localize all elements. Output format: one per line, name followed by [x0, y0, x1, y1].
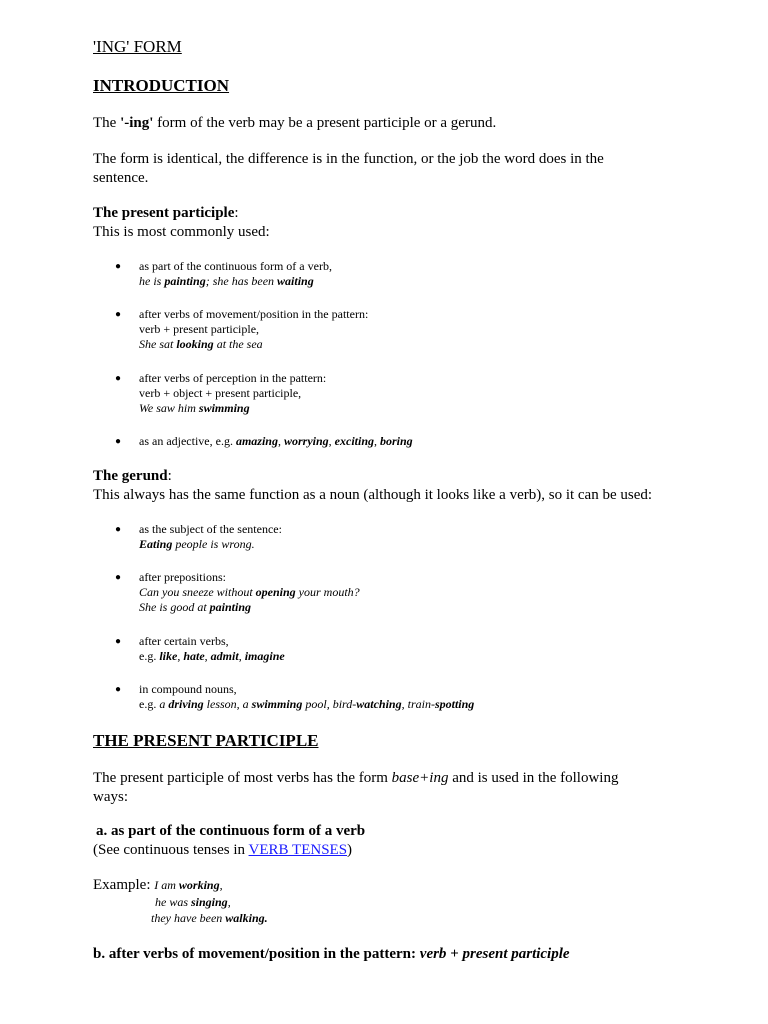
- example-text: Can you sneeze without: [139, 585, 256, 599]
- list-item-text: in compound nouns,: [139, 682, 237, 696]
- base-ing-term: base+ing: [391, 770, 449, 786]
- example-word: swimming: [198, 401, 250, 415]
- gerund-lead: This always has the same function as a noun (although it looks like a verb), so it can be used:: [93, 486, 653, 503]
- list-item-text: e.g.: [139, 697, 160, 711]
- see-also-line: [93, 841, 352, 860]
- subsection-a: [96, 822, 365, 841]
- example-word: admit: [210, 649, 239, 663]
- example-text: We saw him: [139, 401, 199, 415]
- list-item: [139, 570, 360, 615]
- example-word: imagine: [244, 649, 285, 663]
- example-text: ; she has been: [205, 274, 278, 288]
- list-item-text: verb + object + present participle,: [139, 386, 302, 400]
- example-word: opening: [255, 585, 296, 599]
- list-item-text: as the subject of the sentence:: [139, 522, 282, 536]
- see-also-text: ): [347, 842, 353, 858]
- example-word: looking: [176, 337, 214, 351]
- subsection-b-pattern: verb + present participle: [419, 946, 570, 962]
- present-participle-heading: THE PRESENT PARTICIPLE: [93, 731, 319, 750]
- example-line: [155, 895, 231, 910]
- example-text: your mouth?: [295, 585, 360, 599]
- example-word: boring: [380, 434, 413, 448]
- example-text: at the sea: [213, 337, 263, 351]
- intro-text-rest: form of the verb may be a present participle or a gerund.: [153, 115, 497, 131]
- bullet-icon: ●: [115, 572, 122, 583]
- list-item: [139, 522, 282, 552]
- example-text: She is good at: [139, 600, 210, 614]
- list-item-text: after verbs of movement/position in the pattern:: [139, 307, 369, 321]
- colon: :: [234, 205, 239, 221]
- example-word: waiting: [277, 274, 314, 288]
- example-word: painting: [209, 600, 252, 614]
- list-item-text: verb + present participle,: [139, 322, 260, 336]
- gerund-label: The gerund: [93, 468, 168, 484]
- example-text: ,: [219, 878, 223, 892]
- example-word: hate: [183, 649, 205, 663]
- colon: :: [167, 468, 172, 484]
- bullet-icon: ●: [115, 524, 122, 535]
- list-item: [139, 371, 326, 416]
- example-word: exciting: [334, 434, 374, 448]
- list-item-text: e.g.: [139, 649, 160, 663]
- bullet-icon: ●: [115, 373, 122, 384]
- example-word: painting: [164, 274, 206, 288]
- intro-line: sentence.: [93, 169, 149, 186]
- list-item: [139, 259, 332, 289]
- example-text: a: [159, 697, 169, 711]
- intro-line: The form is identical, the difference is in the function, or the job the word does in the: [93, 151, 604, 167]
- example-text: pool, bird-: [302, 697, 357, 711]
- example-word: singing: [191, 895, 228, 909]
- example-word: spotting: [434, 697, 475, 711]
- bullet-icon: ●: [115, 436, 122, 447]
- example-word: worrying: [283, 434, 329, 448]
- document-title: 'ING' FORM: [93, 37, 182, 56]
- list-item: [139, 682, 474, 712]
- example-text: ,: [227, 895, 231, 909]
- present-participle-paragraph: [93, 769, 618, 806]
- list-item: after certain verbs, e.g. like, hate, admit, imagine: [139, 634, 285, 663]
- intro-paragraph-2: [93, 150, 604, 187]
- paragraph-text: The present participle of most verbs has the form: [93, 770, 392, 786]
- example-block: [93, 876, 223, 895]
- list-item-text: as part of the continuous form of a verb,: [139, 259, 332, 273]
- intro-text: The: [93, 115, 121, 131]
- introduction-heading: INTRODUCTION: [93, 76, 230, 95]
- example-word: walking.: [225, 911, 268, 925]
- subsection-a-heading: a. as part of the continuous form of a verb: [96, 823, 366, 839]
- example-text: lesson, a: [203, 697, 252, 711]
- list-item-text: after certain verbs,: [139, 634, 229, 648]
- example-word: swimming: [251, 697, 303, 711]
- example-text: , train-: [401, 697, 435, 711]
- example-line: [151, 911, 268, 926]
- list-item: [139, 307, 368, 352]
- example-text: he is: [139, 274, 165, 288]
- example-word: driving: [168, 697, 204, 711]
- paragraph-text: ways:: [93, 788, 128, 805]
- subsection-b-text: b. after verbs of movement/position in the pattern:: [93, 946, 420, 962]
- example-word: watching: [356, 697, 402, 711]
- list-item: as an adjective, e.g. amazing, worrying, exciting, boring: [139, 434, 413, 448]
- bullet-icon: ●: [115, 261, 122, 272]
- example-text: people is wrong.: [172, 537, 255, 551]
- present-participle-lead: This is most commonly used:: [93, 223, 270, 240]
- present-participle-intro: [93, 204, 270, 241]
- example-text: he was: [155, 895, 191, 909]
- example-word: Eating: [139, 537, 173, 551]
- list-item-text: after verbs of perception in the pattern:: [139, 371, 327, 385]
- see-also-text: (See continuous tenses in: [93, 842, 249, 858]
- subsection-b-heading: [93, 945, 570, 964]
- list-item-text: after prepositions:: [139, 570, 226, 584]
- example-word: like: [159, 649, 178, 663]
- example-text: She sat: [139, 337, 177, 351]
- list-item-text: as an adjective, e.g.: [139, 434, 236, 448]
- gerund-intro: [93, 467, 652, 504]
- ing-term: '-ing': [120, 115, 154, 131]
- example-word: working: [178, 878, 220, 892]
- paragraph-text: and is used in the following: [448, 770, 619, 786]
- example-text: I am: [154, 878, 179, 892]
- intro-paragraph-1: [93, 114, 496, 133]
- example-word: amazing: [235, 434, 278, 448]
- example-text: they have been: [151, 911, 226, 925]
- verb-tenses-link[interactable]: VERB TENSES: [248, 842, 348, 858]
- bullet-icon: ●: [115, 309, 122, 320]
- present-participle-label: The present participle: [93, 205, 235, 221]
- example-label: Example:: [93, 877, 155, 893]
- bullet-icon: ●: [115, 684, 122, 695]
- bullet-icon: ●: [115, 636, 122, 647]
